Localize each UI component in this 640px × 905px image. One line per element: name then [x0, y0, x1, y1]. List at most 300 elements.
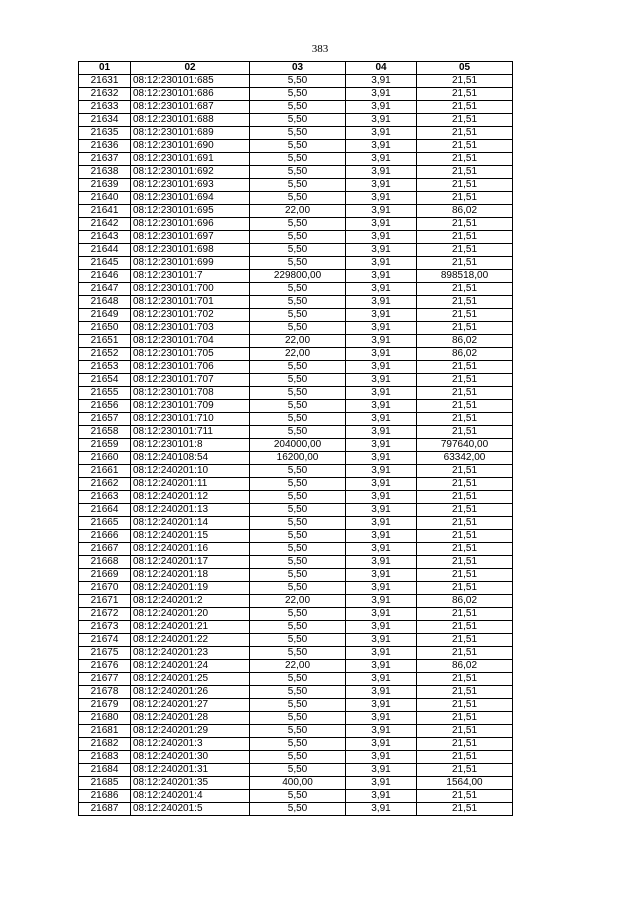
cell-rate: 3,91 — [346, 400, 417, 413]
cell-amount: 21,51 — [417, 764, 513, 777]
cell-row-number: 21650 — [79, 322, 131, 335]
cell-amount: 21,51 — [417, 413, 513, 426]
cell-cadastral-code: 08:12:230101:710 — [131, 413, 250, 426]
cell-amount: 21,51 — [417, 712, 513, 725]
cell-row-number: 21658 — [79, 426, 131, 439]
cell-amount: 21,51 — [417, 465, 513, 478]
cell-amount: 21,51 — [417, 244, 513, 257]
cell-rate: 3,91 — [346, 465, 417, 478]
cell-rate: 3,91 — [346, 270, 417, 283]
cell-cadastral-code: 08:12:230101:687 — [131, 101, 250, 114]
cell-row-number: 21673 — [79, 621, 131, 634]
cell-cadastral-code: 08:12:230101:700 — [131, 283, 250, 296]
cell-row-number: 21678 — [79, 686, 131, 699]
cell-row-number: 21685 — [79, 777, 131, 790]
table-row — [79, 452, 513, 465]
cell-amount: 21,51 — [417, 569, 513, 582]
table-row — [79, 244, 513, 257]
cell-row-number: 21663 — [79, 491, 131, 504]
cell-cadastral-code: 08:12:230101:707 — [131, 374, 250, 387]
cell-cadastral-code: 08:12:230101:709 — [131, 400, 250, 413]
cell-amount: 86,02 — [417, 348, 513, 361]
cell-row-number: 21683 — [79, 751, 131, 764]
cell-row-number: 21668 — [79, 556, 131, 569]
cell-area: 5,50 — [250, 608, 346, 621]
cell-amount: 21,51 — [417, 75, 513, 88]
table-row — [79, 361, 513, 374]
cell-rate: 3,91 — [346, 88, 417, 101]
cell-amount: 21,51 — [417, 127, 513, 140]
cell-area: 5,50 — [250, 621, 346, 634]
table-row — [79, 686, 513, 699]
table-row — [79, 335, 513, 348]
cell-cadastral-code: 08:12:230101:693 — [131, 179, 250, 192]
cell-amount: 21,51 — [417, 88, 513, 101]
table-row — [79, 491, 513, 504]
cell-area: 5,50 — [250, 283, 346, 296]
cell-rate: 3,91 — [346, 140, 417, 153]
cell-row-number: 21649 — [79, 309, 131, 322]
cell-amount: 21,51 — [417, 556, 513, 569]
cell-row-number: 21662 — [79, 478, 131, 491]
cell-area: 5,50 — [250, 309, 346, 322]
cell-row-number: 21656 — [79, 400, 131, 413]
table-row — [79, 140, 513, 153]
cell-rate: 3,91 — [346, 426, 417, 439]
cell-area: 5,50 — [250, 179, 346, 192]
cell-amount: 21,51 — [417, 114, 513, 127]
cell-amount: 21,51 — [417, 192, 513, 205]
cell-row-number: 21671 — [79, 595, 131, 608]
column-header-05: 05 — [417, 62, 513, 75]
cell-row-number: 21686 — [79, 790, 131, 803]
cell-row-number: 21670 — [79, 582, 131, 595]
table-row — [79, 764, 513, 777]
cell-amount: 21,51 — [417, 387, 513, 400]
cell-cadastral-code: 08:12:230101:691 — [131, 153, 250, 166]
cell-cadastral-code: 08:12:240201:23 — [131, 647, 250, 660]
cell-area: 5,50 — [250, 543, 346, 556]
cell-row-number: 21633 — [79, 101, 131, 114]
cell-amount: 21,51 — [417, 699, 513, 712]
cell-cadastral-code: 08:12:240201:26 — [131, 686, 250, 699]
cell-area: 5,50 — [250, 738, 346, 751]
cell-row-number: 21636 — [79, 140, 131, 153]
table-row — [79, 205, 513, 218]
page-number: 383 — [311, 43, 329, 55]
table-row — [79, 738, 513, 751]
cell-cadastral-code: 08:12:230101:694 — [131, 192, 250, 205]
cell-amount: 21,51 — [417, 491, 513, 504]
table-row — [79, 439, 513, 452]
cell-area: 5,50 — [250, 114, 346, 127]
cell-area: 5,50 — [250, 803, 346, 816]
cell-amount: 86,02 — [417, 335, 513, 348]
cell-rate: 3,91 — [346, 673, 417, 686]
cell-cadastral-code: 08:12:240201:10 — [131, 465, 250, 478]
cell-amount: 21,51 — [417, 530, 513, 543]
cell-amount: 1564,00 — [417, 777, 513, 790]
cell-amount: 21,51 — [417, 257, 513, 270]
column-header-03: 03 — [250, 62, 346, 75]
cell-rate: 3,91 — [346, 75, 417, 88]
table-row — [79, 517, 513, 530]
cell-amount: 21,51 — [417, 179, 513, 192]
table-row — [79, 283, 513, 296]
data-table — [78, 61, 513, 816]
cell-row-number: 21646 — [79, 270, 131, 283]
cell-area: 5,50 — [250, 582, 346, 595]
cell-amount: 21,51 — [417, 153, 513, 166]
cell-amount: 21,51 — [417, 582, 513, 595]
cell-rate: 3,91 — [346, 101, 417, 114]
cell-row-number: 21651 — [79, 335, 131, 348]
cell-rate: 3,91 — [346, 569, 417, 582]
table-row — [79, 647, 513, 660]
cell-rate: 3,91 — [346, 595, 417, 608]
cell-area: 5,50 — [250, 296, 346, 309]
cell-cadastral-code: 08:12:240201:27 — [131, 699, 250, 712]
cell-rate: 3,91 — [346, 179, 417, 192]
cell-row-number: 21644 — [79, 244, 131, 257]
cell-area: 5,50 — [250, 673, 346, 686]
cell-rate: 3,91 — [346, 257, 417, 270]
cell-row-number: 21640 — [79, 192, 131, 205]
cell-amount: 21,51 — [417, 374, 513, 387]
cell-row-number: 21682 — [79, 738, 131, 751]
cell-row-number: 21674 — [79, 634, 131, 647]
cell-row-number: 21660 — [79, 452, 131, 465]
cell-area: 5,50 — [250, 634, 346, 647]
table-row — [79, 192, 513, 205]
cell-amount: 21,51 — [417, 517, 513, 530]
cell-row-number: 21653 — [79, 361, 131, 374]
table-row — [79, 660, 513, 673]
cell-area: 22,00 — [250, 335, 346, 348]
table-header-row — [79, 62, 513, 75]
cell-cadastral-code: 08:12:230101:686 — [131, 88, 250, 101]
cell-area: 5,50 — [250, 517, 346, 530]
cell-amount: 21,51 — [417, 608, 513, 621]
cell-rate: 3,91 — [346, 296, 417, 309]
cell-cadastral-code: 08:12:240201:21 — [131, 621, 250, 634]
cell-area: 5,50 — [250, 153, 346, 166]
cell-cadastral-code: 08:12:240201:16 — [131, 543, 250, 556]
cell-area: 5,50 — [250, 322, 346, 335]
column-header-02: 02 — [131, 62, 250, 75]
cell-amount: 21,51 — [417, 400, 513, 413]
cell-cadastral-code: 08:12:240201:30 — [131, 751, 250, 764]
cell-row-number: 21632 — [79, 88, 131, 101]
cell-amount: 21,51 — [417, 361, 513, 374]
cell-rate: 3,91 — [346, 634, 417, 647]
cell-rate: 3,91 — [346, 556, 417, 569]
cell-rate: 3,91 — [346, 517, 417, 530]
table-row — [79, 400, 513, 413]
cell-rate: 3,91 — [346, 504, 417, 517]
cell-rate: 3,91 — [346, 699, 417, 712]
cell-rate: 3,91 — [346, 725, 417, 738]
cell-amount: 797640,00 — [417, 439, 513, 452]
cell-amount: 21,51 — [417, 803, 513, 816]
cell-cadastral-code: 08:12:240201:5 — [131, 803, 250, 816]
cell-cadastral-code: 08:12:230101:696 — [131, 218, 250, 231]
cell-row-number: 21654 — [79, 374, 131, 387]
cell-amount: 21,51 — [417, 504, 513, 517]
cell-row-number: 21664 — [79, 504, 131, 517]
cell-rate: 3,91 — [346, 205, 417, 218]
cell-cadastral-code: 08:12:240201:28 — [131, 712, 250, 725]
cell-cadastral-code: 08:12:240201:35 — [131, 777, 250, 790]
cell-cadastral-code: 08:12:240108:54 — [131, 452, 250, 465]
cell-cadastral-code: 08:12:240201:29 — [131, 725, 250, 738]
table-row — [79, 803, 513, 816]
cell-area: 5,50 — [250, 465, 346, 478]
table-row — [79, 504, 513, 517]
cell-cadastral-code: 08:12:240201:25 — [131, 673, 250, 686]
cell-area: 5,50 — [250, 166, 346, 179]
cell-amount: 21,51 — [417, 101, 513, 114]
cell-area: 5,50 — [250, 699, 346, 712]
cell-cadastral-code: 08:12:240201:24 — [131, 660, 250, 673]
cell-rate: 3,91 — [346, 244, 417, 257]
column-header-01: 01 — [79, 62, 131, 75]
cell-row-number: 21657 — [79, 413, 131, 426]
cell-rate: 3,91 — [346, 413, 417, 426]
cell-amount: 21,51 — [417, 686, 513, 699]
cell-rate: 3,91 — [346, 348, 417, 361]
table-row — [79, 790, 513, 803]
cell-cadastral-code: 08:12:230101:7 — [131, 270, 250, 283]
table-row — [79, 114, 513, 127]
cell-area: 5,50 — [250, 413, 346, 426]
cell-row-number: 21647 — [79, 283, 131, 296]
cell-amount: 21,51 — [417, 673, 513, 686]
cell-row-number: 21665 — [79, 517, 131, 530]
cell-area: 5,50 — [250, 478, 346, 491]
table-row — [79, 127, 513, 140]
cell-cadastral-code: 08:12:230101:702 — [131, 309, 250, 322]
table-row — [79, 543, 513, 556]
cell-cadastral-code: 08:12:240201:12 — [131, 491, 250, 504]
cell-rate: 3,91 — [346, 322, 417, 335]
table-row — [79, 374, 513, 387]
cell-amount: 21,51 — [417, 231, 513, 244]
cell-row-number: 21675 — [79, 647, 131, 660]
table-row — [79, 348, 513, 361]
cell-cadastral-code: 08:12:230101:708 — [131, 387, 250, 400]
cell-area: 5,50 — [250, 751, 346, 764]
cell-row-number: 21639 — [79, 179, 131, 192]
cell-rate: 3,91 — [346, 166, 417, 179]
cell-row-number: 21655 — [79, 387, 131, 400]
cell-amount: 21,51 — [417, 309, 513, 322]
table-row — [79, 621, 513, 634]
cell-row-number: 21635 — [79, 127, 131, 140]
cell-row-number: 21669 — [79, 569, 131, 582]
table-row — [79, 725, 513, 738]
cell-area: 5,50 — [250, 192, 346, 205]
cell-area: 5,50 — [250, 686, 346, 699]
table-row — [79, 712, 513, 725]
cell-rate: 3,91 — [346, 647, 417, 660]
cell-amount: 21,51 — [417, 543, 513, 556]
cell-row-number: 21634 — [79, 114, 131, 127]
cell-row-number: 21680 — [79, 712, 131, 725]
table-row — [79, 387, 513, 400]
cell-cadastral-code: 08:12:240201:20 — [131, 608, 250, 621]
cell-amount: 86,02 — [417, 660, 513, 673]
cell-row-number: 21672 — [79, 608, 131, 621]
cell-amount: 21,51 — [417, 218, 513, 231]
cell-amount: 21,51 — [417, 621, 513, 634]
table-row — [79, 101, 513, 114]
cell-rate: 3,91 — [346, 621, 417, 634]
column-header-04: 04 — [346, 62, 417, 75]
cell-rate: 3,91 — [346, 751, 417, 764]
cell-rate: 3,91 — [346, 582, 417, 595]
cell-cadastral-code: 08:12:240201:4 — [131, 790, 250, 803]
table-row — [79, 322, 513, 335]
cell-amount: 21,51 — [417, 296, 513, 309]
cell-cadastral-code: 08:12:240201:17 — [131, 556, 250, 569]
cell-area: 5,50 — [250, 647, 346, 660]
cell-cadastral-code: 08:12:230101:695 — [131, 205, 250, 218]
cell-cadastral-code: 08:12:240201:22 — [131, 634, 250, 647]
table-row — [79, 426, 513, 439]
cell-rate: 3,91 — [346, 218, 417, 231]
cell-rate: 3,91 — [346, 309, 417, 322]
cell-area: 16200,00 — [250, 452, 346, 465]
table-row — [79, 569, 513, 582]
cell-cadastral-code: 08:12:230101:701 — [131, 296, 250, 309]
cell-area: 5,50 — [250, 790, 346, 803]
cell-row-number: 21679 — [79, 699, 131, 712]
cell-amount: 63342,00 — [417, 452, 513, 465]
table-row — [79, 530, 513, 543]
cell-cadastral-code: 08:12:240201:14 — [131, 517, 250, 530]
table-row — [79, 465, 513, 478]
cell-cadastral-code: 08:12:240201:19 — [131, 582, 250, 595]
cell-row-number: 21637 — [79, 153, 131, 166]
cell-amount: 21,51 — [417, 478, 513, 491]
cell-row-number: 21631 — [79, 75, 131, 88]
cell-area: 5,50 — [250, 387, 346, 400]
table-row — [79, 296, 513, 309]
cell-amount: 86,02 — [417, 595, 513, 608]
cell-rate: 3,91 — [346, 543, 417, 556]
table-row — [79, 75, 513, 88]
cell-area: 5,50 — [250, 374, 346, 387]
cell-area: 5,50 — [250, 400, 346, 413]
table-row — [79, 634, 513, 647]
cell-rate: 3,91 — [346, 439, 417, 452]
cell-amount: 21,51 — [417, 790, 513, 803]
cell-rate: 3,91 — [346, 452, 417, 465]
cell-cadastral-code: 08:12:230101:703 — [131, 322, 250, 335]
cell-rate: 3,91 — [346, 335, 417, 348]
cell-row-number: 21667 — [79, 543, 131, 556]
cell-amount: 21,51 — [417, 751, 513, 764]
cell-amount: 898518,00 — [417, 270, 513, 283]
cell-row-number: 21638 — [79, 166, 131, 179]
cell-cadastral-code: 08:12:240201:15 — [131, 530, 250, 543]
table-body — [79, 75, 513, 816]
cell-cadastral-code: 08:12:240201:3 — [131, 738, 250, 751]
cell-area: 5,50 — [250, 530, 346, 543]
table-row — [79, 179, 513, 192]
cell-cadastral-code: 08:12:230101:705 — [131, 348, 250, 361]
cell-row-number: 21642 — [79, 218, 131, 231]
table-row — [79, 257, 513, 270]
table-row — [79, 88, 513, 101]
table-row — [79, 413, 513, 426]
table-row — [79, 673, 513, 686]
table-row — [79, 751, 513, 764]
table-row — [79, 595, 513, 608]
cell-area: 5,50 — [250, 569, 346, 582]
cell-row-number: 21645 — [79, 257, 131, 270]
cell-rate: 3,91 — [346, 374, 417, 387]
cell-area: 5,50 — [250, 75, 346, 88]
cell-row-number: 21643 — [79, 231, 131, 244]
cell-rate: 3,91 — [346, 530, 417, 543]
cell-rate: 3,91 — [346, 608, 417, 621]
cell-rate: 3,91 — [346, 764, 417, 777]
cell-cadastral-code: 08:12:240201:31 — [131, 764, 250, 777]
table-row — [79, 218, 513, 231]
cell-cadastral-code: 08:12:240201:13 — [131, 504, 250, 517]
cell-area: 22,00 — [250, 660, 346, 673]
cell-area: 5,50 — [250, 140, 346, 153]
cell-rate: 3,91 — [346, 231, 417, 244]
cell-rate: 3,91 — [346, 491, 417, 504]
table-row — [79, 777, 513, 790]
cell-rate: 3,91 — [346, 153, 417, 166]
cell-cadastral-code: 08:12:230101:689 — [131, 127, 250, 140]
cell-cadastral-code: 08:12:230101:711 — [131, 426, 250, 439]
cell-rate: 3,91 — [346, 127, 417, 140]
cell-row-number: 21652 — [79, 348, 131, 361]
cell-rate: 3,91 — [346, 192, 417, 205]
cell-area: 22,00 — [250, 595, 346, 608]
table-row — [79, 556, 513, 569]
table-row — [79, 309, 513, 322]
cell-amount: 21,51 — [417, 283, 513, 296]
cell-rate: 3,91 — [346, 712, 417, 725]
cell-area: 22,00 — [250, 205, 346, 218]
cell-rate: 3,91 — [346, 686, 417, 699]
cell-cadastral-code: 08:12:230101:698 — [131, 244, 250, 257]
cell-row-number: 21684 — [79, 764, 131, 777]
cell-area: 5,50 — [250, 764, 346, 777]
cell-rate: 3,91 — [346, 803, 417, 816]
cell-area: 5,50 — [250, 257, 346, 270]
cell-rate: 3,91 — [346, 478, 417, 491]
cell-amount: 21,51 — [417, 634, 513, 647]
cell-amount: 86,02 — [417, 205, 513, 218]
cell-area: 5,50 — [250, 127, 346, 140]
cell-amount: 21,51 — [417, 738, 513, 751]
table-row — [79, 699, 513, 712]
cell-area: 5,50 — [250, 504, 346, 517]
cell-area: 400,00 — [250, 777, 346, 790]
cell-cadastral-code: 08:12:230101:688 — [131, 114, 250, 127]
cell-rate: 3,91 — [346, 660, 417, 673]
cell-area: 5,50 — [250, 361, 346, 374]
cell-area: 5,50 — [250, 231, 346, 244]
cell-rate: 3,91 — [346, 387, 417, 400]
